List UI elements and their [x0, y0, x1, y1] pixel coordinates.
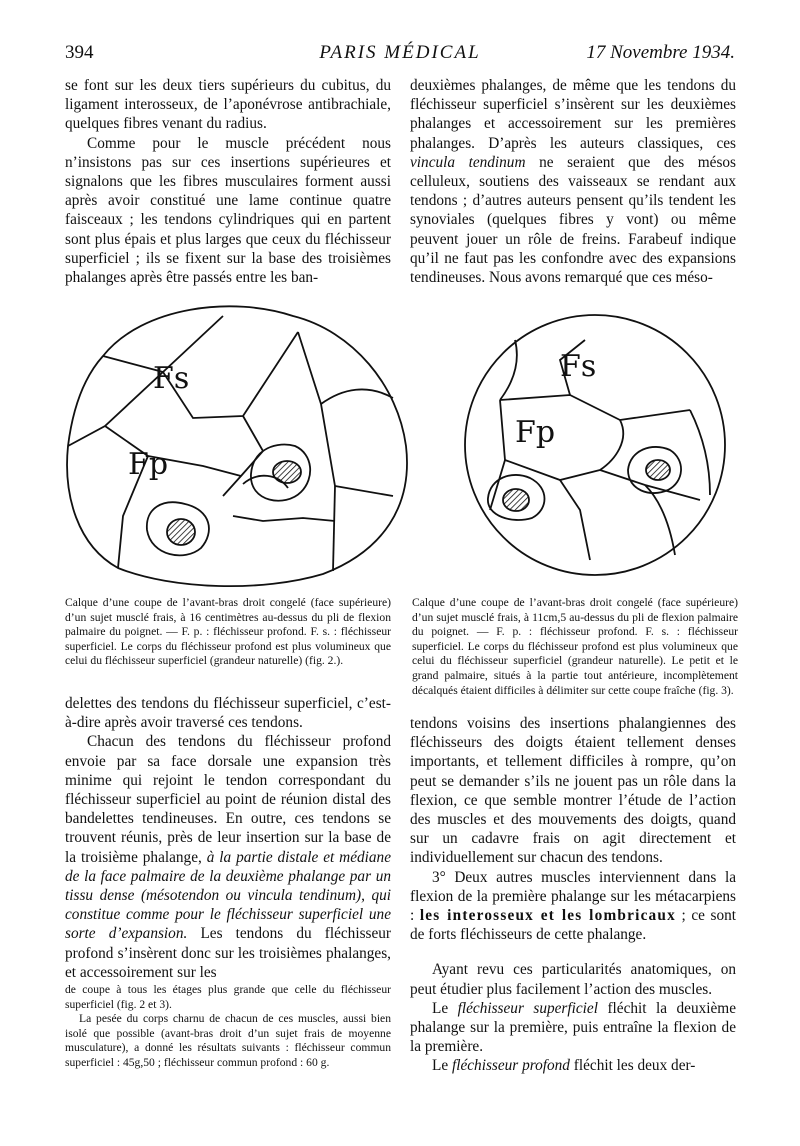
paragraph: Comme pour le muscle précédent nous n’insistons pas sur ces insertions supérieures et signalons que les fibres musculaires forment aussi après avoir constitué une lame continue quatre faisceaux ; les tendons cylindriques qui en partent sont plus épais et plus larges que ceux du fléchisseur superficiel ; ils se fixent sur la base des troisièmes phalanges après être passés entre les ban- — [65, 134, 391, 287]
paragraph: Le fléchisseur profond fléchit les deux der- — [432, 1057, 696, 1075]
paragraph: Le fléchisseur superficiel fléchit la deuxième phalange sur la première, puis entraîne la flexion de la première. — [410, 999, 736, 1056]
bold-term: les interosseux et les lombricaux — [419, 907, 676, 925]
journal-title: PARIS MÉDICAL — [319, 42, 481, 63]
figure-right-cross-section — [460, 310, 730, 580]
footnotes — [65, 983, 391, 1071]
italic-term: fléchisseur superficiel — [457, 999, 598, 1017]
page-header — [65, 42, 735, 66]
paragraph: 3° Deux autres muscles interviennent dans la flexion de la première phalange sur les métacarpiens : les interosseux et les lombricaux ; ce sont de forts fléchisseurs de cette phalange. — [410, 868, 736, 944]
figure-caption-left: Calque d’une coupe de l’avant-bras droit congelé (face supérieure) d’un sujet musclé frais, à 16 centimètres au-dessus du pli de flexion palmaire du poignet. — F. p. : fléchisseur profond. F. s. : fléchisseur superficiel. Le corps du fléchisseur profond est plus volumineux que celui du fléchisseur superficiel (grandeur naturelle) (fig. 2.). — [65, 596, 391, 668]
left-column-top — [65, 76, 391, 287]
left-column-bottom — [65, 694, 391, 982]
page-number: 394 — [65, 42, 94, 63]
italic-term: vincula tendinum — [410, 153, 526, 171]
figure-left-cross-section — [63, 296, 413, 592]
paragraph: tendons voisins des insertions phalangiennes des fléchisseurs des doigts étaient tellement denses importants, et tellement difficiles à rompre, qu’on peut se demander s’ils ne jouent pas un rôle dans la flexion, ce que semble montrer l’étude de l’action des muscles et des mouvements des doigts, quand sur un cadavre frais on agit directement et individuellement sur chacun des tendons. — [410, 715, 736, 867]
figure-label-fs: Fs — [560, 349, 597, 384]
paragraph: se font sur les deux tiers supérieurs du cubitus, du ligament interosseux, de l’aponévrose antibrachiale, quelques fibres venant du radius. — [65, 77, 391, 133]
paragraph: Chacun des tendons du fléchisseur profond envoie par sa face dorsale une expansion très minime qui rejoint le tendon correspondant du fléchisseur superficiel au point de réunion distal des bandelettes tendineuses. En outre, ces tendons se trouvent réunis, près de leur insertion sur la base de la troisième phalange, à la partie distale et médiane de la face palmaire de la deuxième phalange par un tissu dense (mésotendon ou vincula tendinum), qui constitue comme pour le fléchisseur superficiel une sorte d’expansion. Les tendons du fléchisseur profond s’insèrent donc sur les troisièmes phalanges, et accessoirement sur les — [65, 733, 392, 981]
italic-term: fléchisseur profond — [451, 1057, 570, 1075]
figure-label-fs: Fs — [153, 361, 190, 396]
paragraph: Ayant revu ces particularités anatomiques, on peut étudier plus facilement l’action des muscles. — [410, 961, 736, 998]
paragraph: deuxièmes phalanges, de même que les tendons du fléchisseur superficiel s’insèrent sur les deuxièmes phalanges et accessoirement sur les premières phalanges. D’après les auteurs classiques, ces vincula tendinum ne seraient que des mésos celluleux, soutiens des vaisseaux se rendant aux tendons ; d’autres auteurs pensent qu’ils tendent les synoviales (quelques fibres y vont) ou même peuvent jouer un rôle de freins. Farabeuf indique qu’il ne faut pas les confondre avec des expansions tendineuses. Nous avons remarqué que ces méso- — [410, 77, 737, 287]
figure-label-fp: Fp — [515, 415, 556, 450]
right-column-top — [410, 76, 736, 287]
figure-label-fp: Fp — [128, 447, 169, 482]
footnote: La pesée du corps charnu de chacun de ces muscles, aussi bien isolé que possible (avant-bras droit d’un sujet frais de moyenne musculature), a donné les résultats suivants : fléchisseur commun superficiel : 45g,50 ; fléchisseur commun profond : 60 g. — [65, 1012, 391, 1069]
issue-date: 17 Novembre 1934. — [586, 42, 735, 63]
right-column-bottom — [410, 714, 736, 1076]
figure-caption-right: Calque d’une coupe de l’avant-bras droit congelé (face supérieure) d’un sujet musclé frais, à 11cm,5 au-dessus du pli de flexion palmaire du poignet. — F. p. : fléchisseur profond. F. s. : fléchisseur superficiel. Le corps du fléchisseur profond est plus volumineux que celui du fléchisseur superficiel (grandeur naturelle). Le petit et le grand palmaire, situés à la partie tout antérieure, incomplètement décalqués étaient difficiles à délimiter sur cette coupe fraîche (fig. 3). — [412, 596, 738, 697]
footnote: de coupe à tous les étages plus grande que celle du fléchisseur superficiel (fig. 2 et 3). — [65, 983, 391, 1011]
paragraph: delettes des tendons du fléchisseur superficiel, c’est-à-dire après avoir traversé ces tendons. — [65, 695, 391, 732]
